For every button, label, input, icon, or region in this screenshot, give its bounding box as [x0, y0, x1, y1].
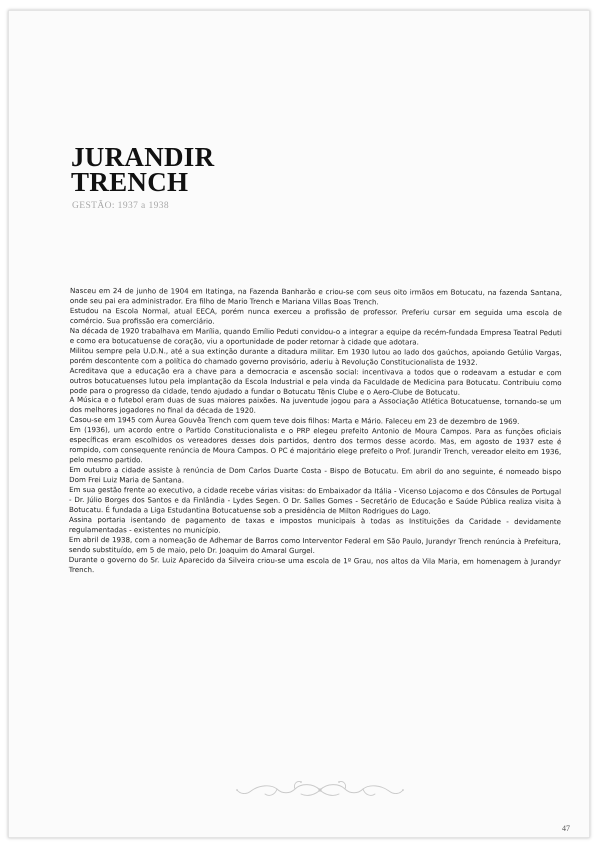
- paragraph: Assina portaria isentando de pagamento de taxas e impostos municipais à todas as Instituições da Caridade - devidamente regulamentadas - existentes no município.: [68, 514, 561, 535]
- paragraph: Estudou na Escola Normal, atual EECA, porém nunca exerceu a profissão de professor. Preferiu cursar em seguida uma escola de comércio. Sua profissão era comerciário.: [69, 305, 562, 326]
- page-number: 47: [562, 824, 570, 833]
- paragraph: Nasceu em 24 de junho de 1904 em Itatinga, na Fazenda Banharão e criou-se com seus oito irmãos em Botucatu, na fazenda Santana, onde seu pai era administrador. Era filho de Mario Trench e Mariana Villas Boas Trench.: [69, 286, 562, 307]
- paragraph: Na década de 1920 trabalhava em Marília, quando Emílio Peduti convidou-o a integrar a equipe da recém-fundada Empresa Teatral Peduti e como era botucatuense de coração, viu a oportunidade de poder retornar à cidade que adotara.: [69, 325, 562, 347]
- term-subtitle: GESTÃO: 1937 a 1938: [72, 201, 170, 211]
- paragraph: Em (1936), um acordo entre o Partido Constitucionalista e o PRP elegeu prefeito Antonio de Moura Campos. Para as funções oficiais específicas eram escolhidos os vereadores desses dois partidos, dentro dos termos desse acordo. Mas, em agosto de 1937 este é rompido, com consequente renúncia de Moura Campos. O PC é majoritário elege prefeito o Prof. Jurandir Trench, vereador eleito em 1936, pelo mesmo partido.: [69, 425, 562, 465]
- paragraph: Durante o governo do Sr. Luiz Aparecido da Silveira criou-se uma escola de 1º Grau, nos altos da Vila Maria, em homenagem à Jurandyr Trench.: [68, 554, 561, 574]
- paragraph: Em abril de 1938, com a nomeação de Adhemar de Barros como Interventor Federal em São Paulo, Jurandyr Trench renúncia à Prefeitura, sendo substituído, em 5 de maio, pelo Dr. Joaquim do Amaral Gurgel.: [68, 534, 561, 555]
- paragraph: Acreditava que a educação era a chave para a democracia e ascensão social: incentivava a todos que o rodeavam a estudar e com outros botucatuenses lutou pela implantação da Escola Industrial e pela vinda da Faculdade de Medicina para Botucatu. Contribuiu como pode para o progresso da cidade, tendo ajudado a fundar o Botucatu Tênis Clube e o Aero-Clube de Botucatu.: [69, 365, 562, 397]
- document-page: [8, 10, 590, 838]
- decorative-flourish-icon: [235, 775, 405, 805]
- paragraph: Em sua gestão frente ao executivo, a cidade recebe várias visitas: do Embaixador da Itália - Vicenso Lojacomo e dos Cônsules de Portugal - Dr. Júlio Borges dos Santos e da Finlândia - Lydes Segen. O Dr. Salles Gomes - Secretário de Educação e Saúde Pública realiza visita à Botucatu. É fundada a Liga Estudantina Botucatuense sob a presidência de Milton Rodrigues do Lago.: [69, 485, 562, 516]
- paragraph: Militou sempre pela U.D.N., até a sua extinção durante a ditadura militar. Em 1930 lutou ao lado dos gaúchos, apoiando Getúlio Vargas, porém descontente com a política do chamado governo provisório, aderiu à Revolução Constitucionalista de 1932.: [69, 345, 562, 367]
- title-line-1: JURANDIR: [71, 142, 215, 172]
- paragraph: Em outubro a cidade assiste à renúncia de Dom Carlos Duarte Costa - Bispo de Botucatu. Em abril do ano seguinte, é nomeado bispo Dom Frei Luiz Maria de Santana.: [69, 465, 562, 485]
- page-title: [71, 142, 215, 197]
- paragraph: A Música e o futebol eram duas de suas maiores paixões. Na juventude jogou para a Associação Atlética Botucatuense, tornando-se um dos melhores jogadores no final da década de 1920.: [69, 395, 562, 416]
- paragraph: Casou-se em 1945 com Áurea Gouvêa Trench com quem teve dois filhos: Marta e Mário. Faleceu em 23 de dezembro de 1969.: [69, 415, 520, 427]
- biography-text: [69, 286, 562, 577]
- title-line-2: TRENCH: [71, 167, 189, 197]
